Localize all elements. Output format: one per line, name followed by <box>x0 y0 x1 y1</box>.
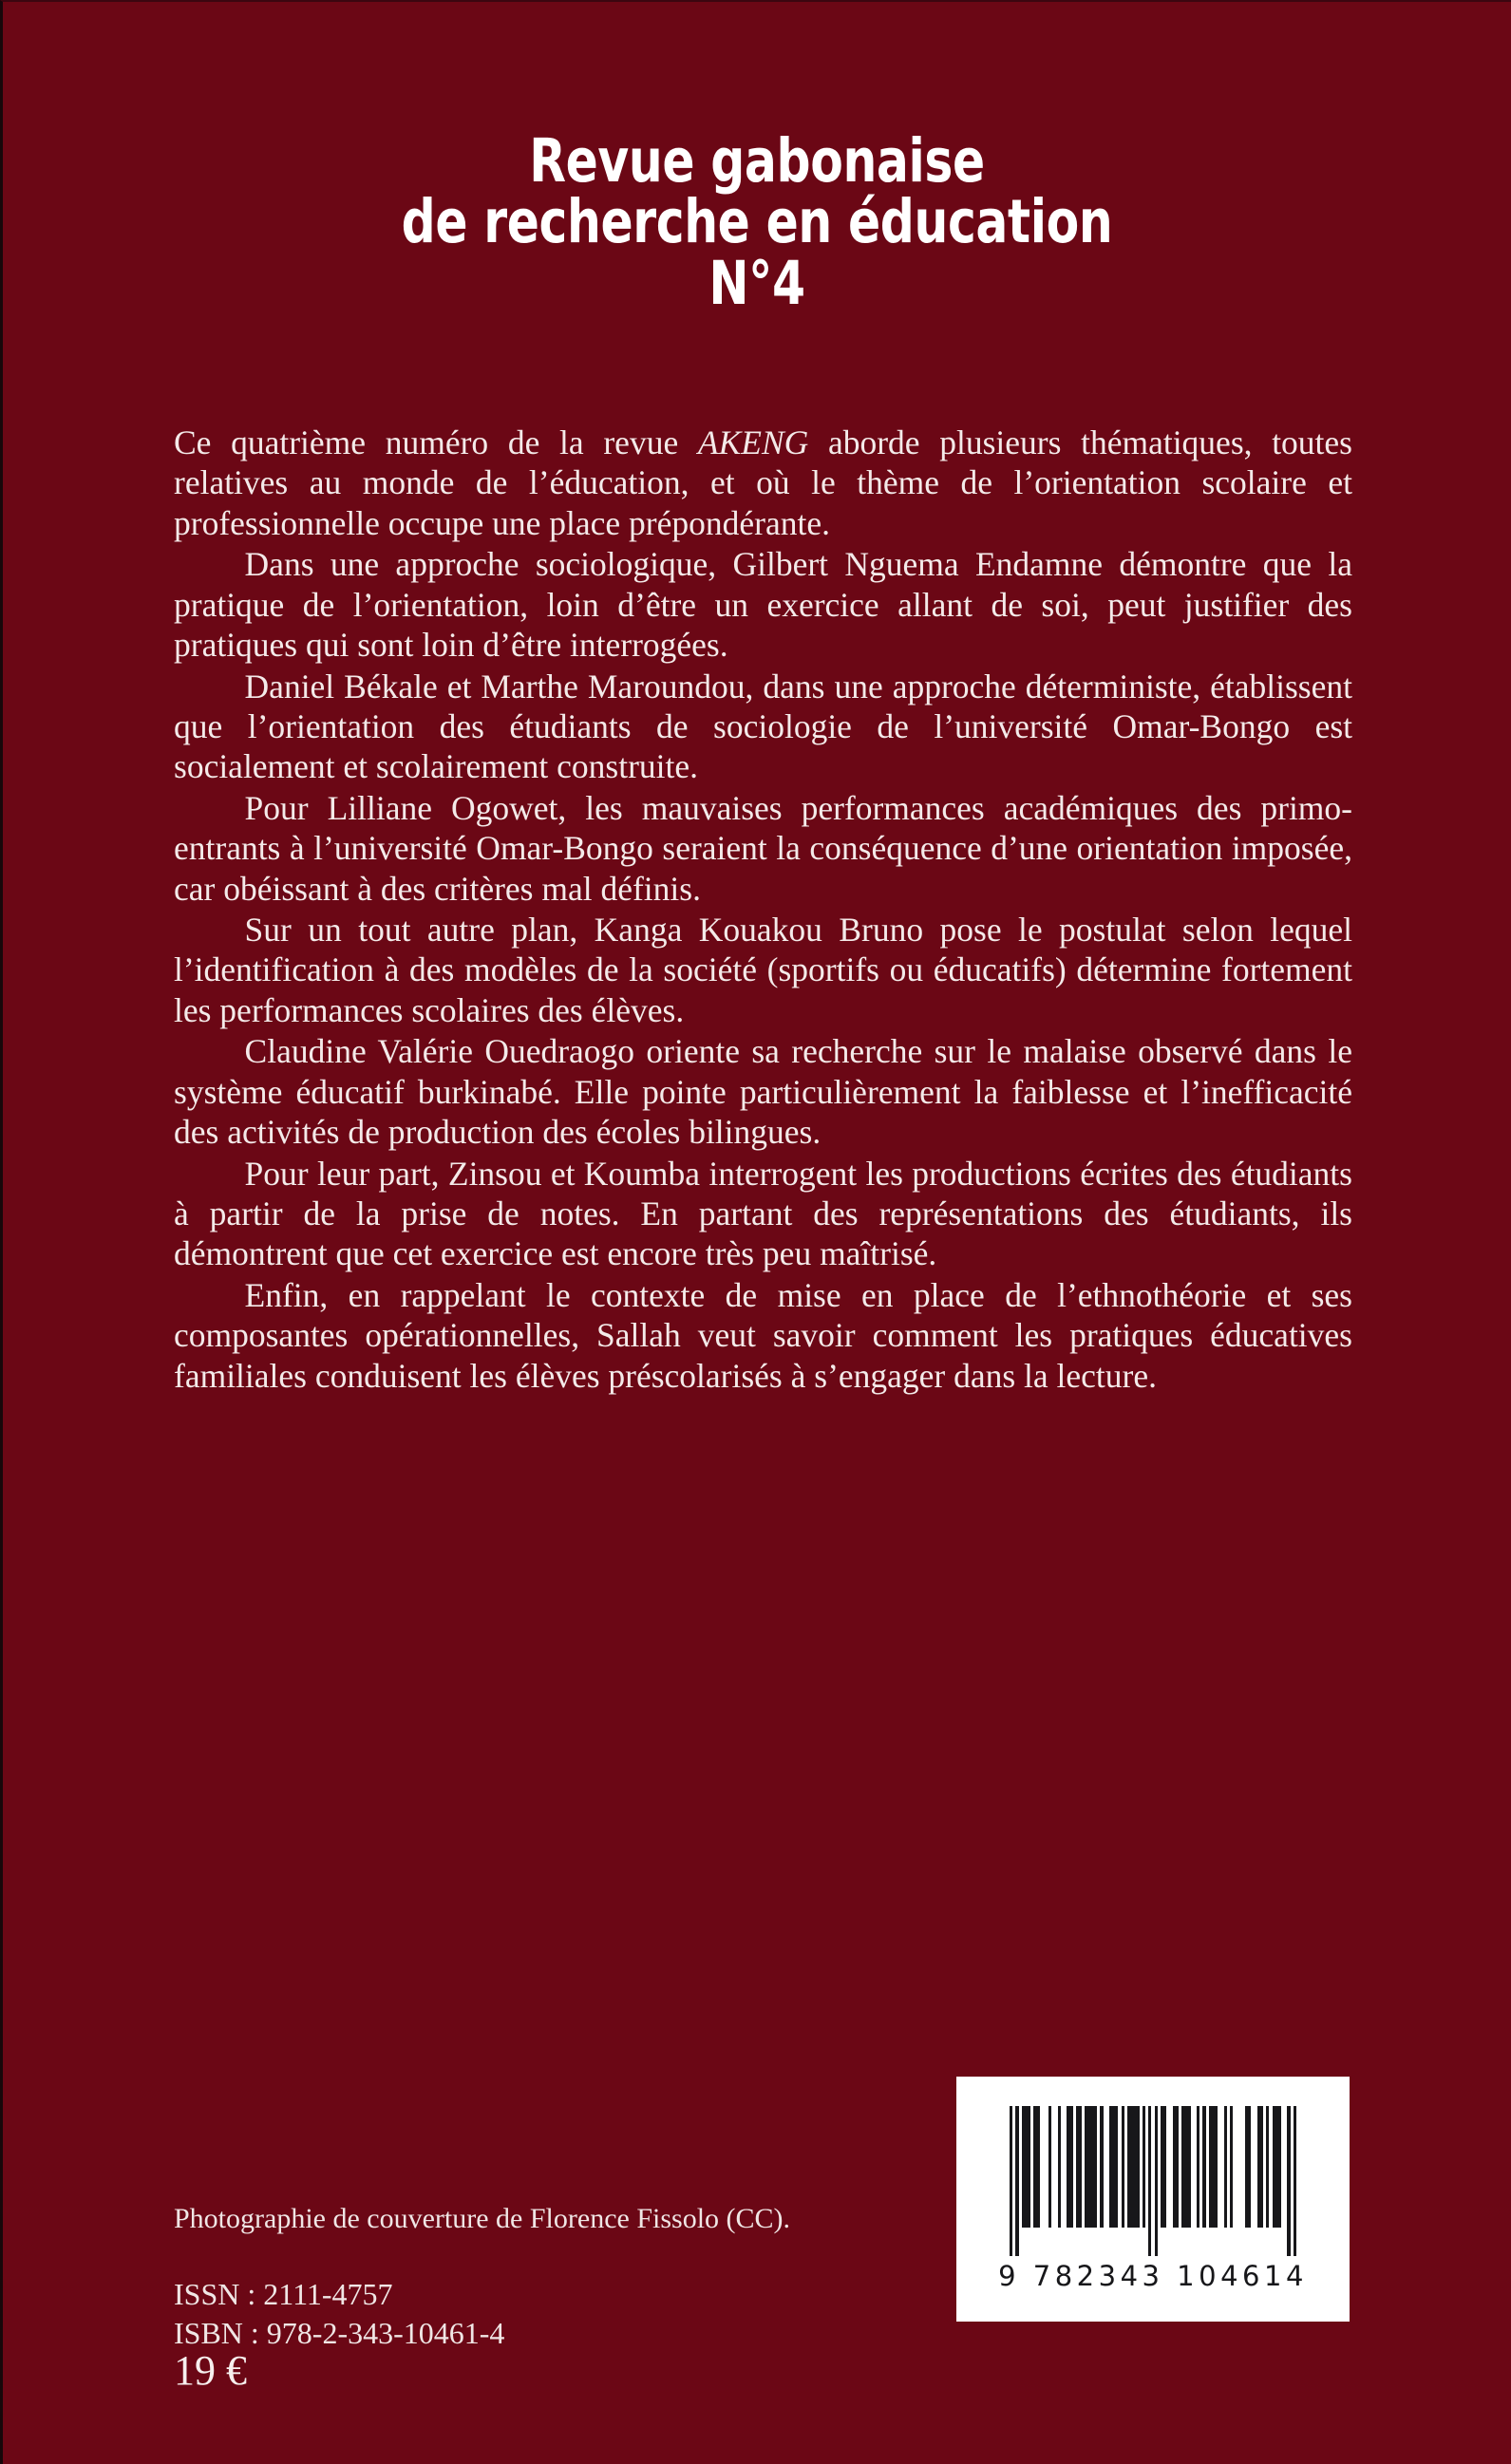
blurb-paragraph-7: Pour leur part, Zinsou et Koumba interrogent les productions écrites des étudiants à partir de la prise de notes. En partant des représentations des étudiants, ils démontrent que cet exercice est encore très peu maîtrisé. <box>174 1154 1352 1273</box>
barcode-box <box>956 2077 1350 2322</box>
blurb-paragraph-6: Claudine Valérie Ouedraogo oriente sa recherche sur le malaise observé dans le système éducatif burkinabé. Elle pointe particulièrement la faiblesse et l’inefficacité des activités de production des écoles bilingues. <box>174 1032 1352 1152</box>
title-line-2: de recherche en éducation <box>401 187 1113 257</box>
price-label: 19 € <box>174 2347 247 2394</box>
barcode-digits: 9 782343 104614 <box>998 2260 1308 2292</box>
issn-line: ISSN : 2111-4757 <box>174 2277 393 2311</box>
blurb-paragraph-8: Enfin, en rappelant le contexte de mise en place de l’ethnothéorie et ses composantes opérationnelles, Sallah veut savoir comment les pratiques éducatives familiales conduisent les élèves préscolarisés à s’engager dans la lecture. <box>174 1275 1352 1395</box>
isbn-line: ISBN : 978-2-343-10461-4 <box>174 2315 505 2350</box>
title-line-3: N°4 <box>708 248 805 318</box>
blurb-p1-after: aborde plusieurs thématiques, toutes relatives au monde de l’éducation, et où le thème de l’orientation scolaire et professionnelle occupe une place prépondérante. <box>174 423 1352 542</box>
barcode-symbol <box>1010 2106 1296 2256</box>
photo-credit: Photographie de couverture de Florence Fissolo (CC). <box>174 2203 791 2234</box>
blurb-paragraph-2: Dans une approche sociologique, Gilbert Nguema Endamne démontre que la pratique de l’orientation, loin d’être un exercice allant de soi, peut justifier des pratiques qui sont loin d’être interrogées. <box>174 545 1352 665</box>
blurb-paragraph-4: Pour Lilliane Ogowet, les mauvaises performances académiques des primo-entrants à l’université Omar-Bongo seraient la conséquence d’une orientation imposée, car obéissant à des critères mal définis. <box>174 788 1352 908</box>
blurb-p1-before: Ce quatrième numéro de la revue <box>174 423 698 461</box>
blurb-paragraph-1 <box>174 423 1352 543</box>
blurb-paragraph-5: Sur un tout autre plan, Kanga Kouakou Bruno pose le postulat selon lequel l’identification à des modèles de la société (sportifs ou éducatifs) détermine fortement les performances scolaires des élèves. <box>174 911 1352 1029</box>
blurb-paragraph-3: Daniel Békale et Marthe Maroundou, dans une approche déterministe, établissent que l’orientation des étudiants de sociologie de l’université Omar-Bongo est socialement et scolairement construite. <box>174 667 1352 786</box>
page-title <box>154 126 1360 318</box>
identifiers <box>174 2275 504 2352</box>
journal-name-emphasis: AKENG <box>697 423 809 461</box>
title-line-1: Revue gabonaise <box>529 126 985 196</box>
barcode-bars <box>1010 2106 1296 2256</box>
back-cover-blurb <box>174 423 1352 1397</box>
